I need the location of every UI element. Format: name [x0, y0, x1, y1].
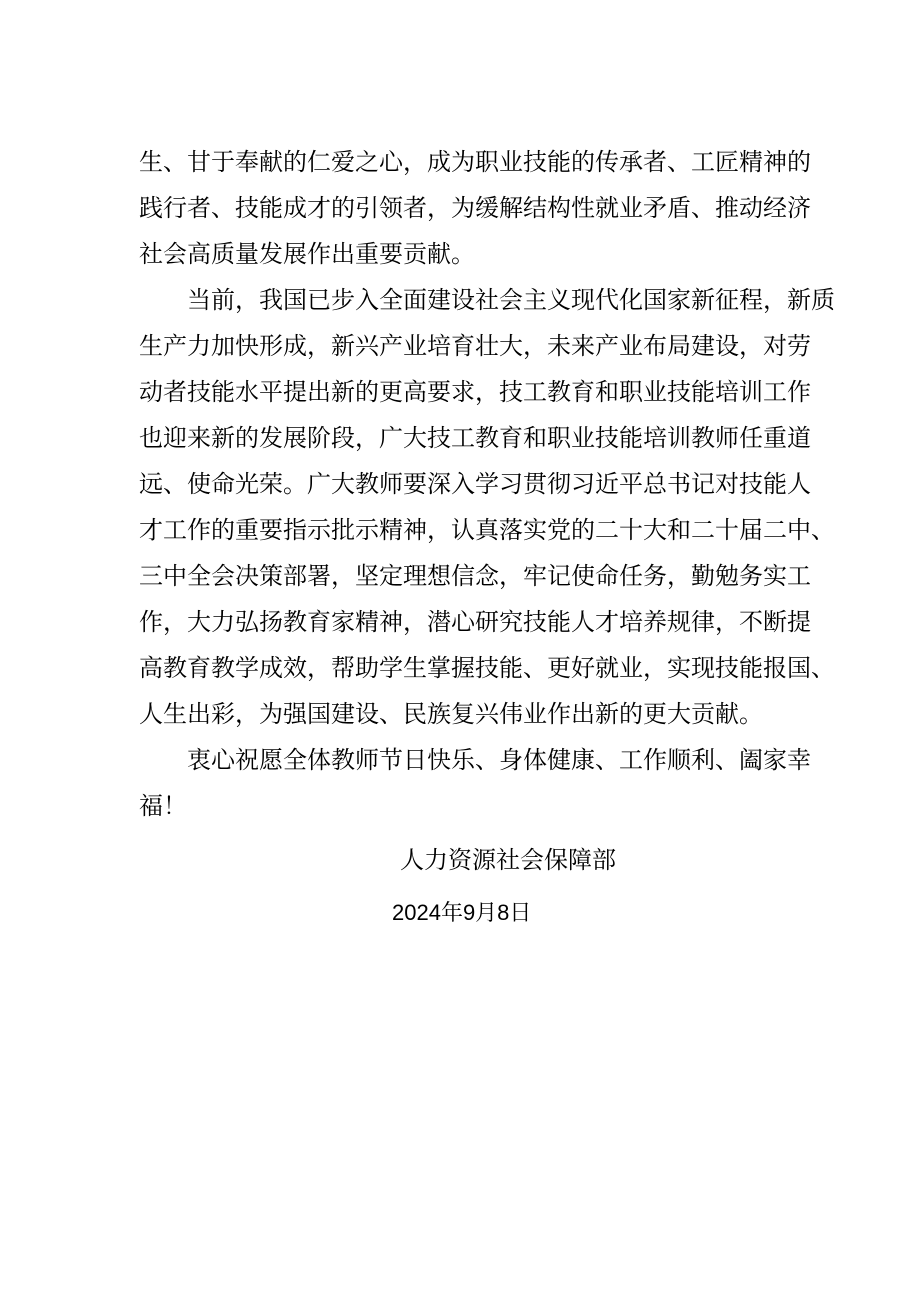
signature-date: 2024年9月8日 [392, 900, 532, 925]
body-text-line: 当前，我国已步入全面建设社会主义现代化国家新征程，新质 [139, 286, 835, 314]
body-text-line: 社会高质量发展作出重要贡献。 [139, 240, 475, 268]
body-text-line: 人生出彩，为强国建设、民族复兴伟业作出新的更大贡献。 [139, 700, 763, 728]
body-text-line: 衷心祝愿全体教师节日快乐、身体健康、工作顺利、阖家幸 [139, 746, 811, 774]
body-text-line: 生产力加快形成，新兴产业培育壮大，未来产业布局建设，对劳 [139, 332, 811, 360]
signature-organization: 人力资源社会保障部 [400, 846, 616, 874]
body-text-line: 作，大力弘扬教育家精神，潜心研究技能人才培养规律，不断提 [139, 608, 811, 636]
body-text-line: 践行者、技能成才的引领者，为缓解结构性就业矛盾、推动经济 [139, 194, 811, 222]
body-text-line: 高教育教学成效，帮助学生掌握技能、更好就业，实现技能报国、 [139, 654, 835, 682]
body-text-line: 动者技能水平提出新的更高要求，技工教育和职业技能培训工作 [139, 378, 811, 406]
body-text-line: 生、甘于奉献的仁爱之心，成为职业技能的传承者、工匠精神的 [139, 148, 811, 176]
body-text-line: 福！ [139, 792, 187, 820]
body-text-line: 三中全会决策部署，坚定理想信念，牢记使命任务，勤勉务实工 [139, 562, 811, 590]
body-text-line: 才工作的重要指示批示精神，认真落实党的二十大和二十届二中、 [139, 516, 835, 544]
body-text-line: 远、使命光荣。广大教师要深入学习贯彻习近平总书记对技能人 [139, 470, 811, 498]
body-text-line: 也迎来新的发展阶段，广大技工教育和职业技能培训教师任重道 [139, 424, 811, 452]
